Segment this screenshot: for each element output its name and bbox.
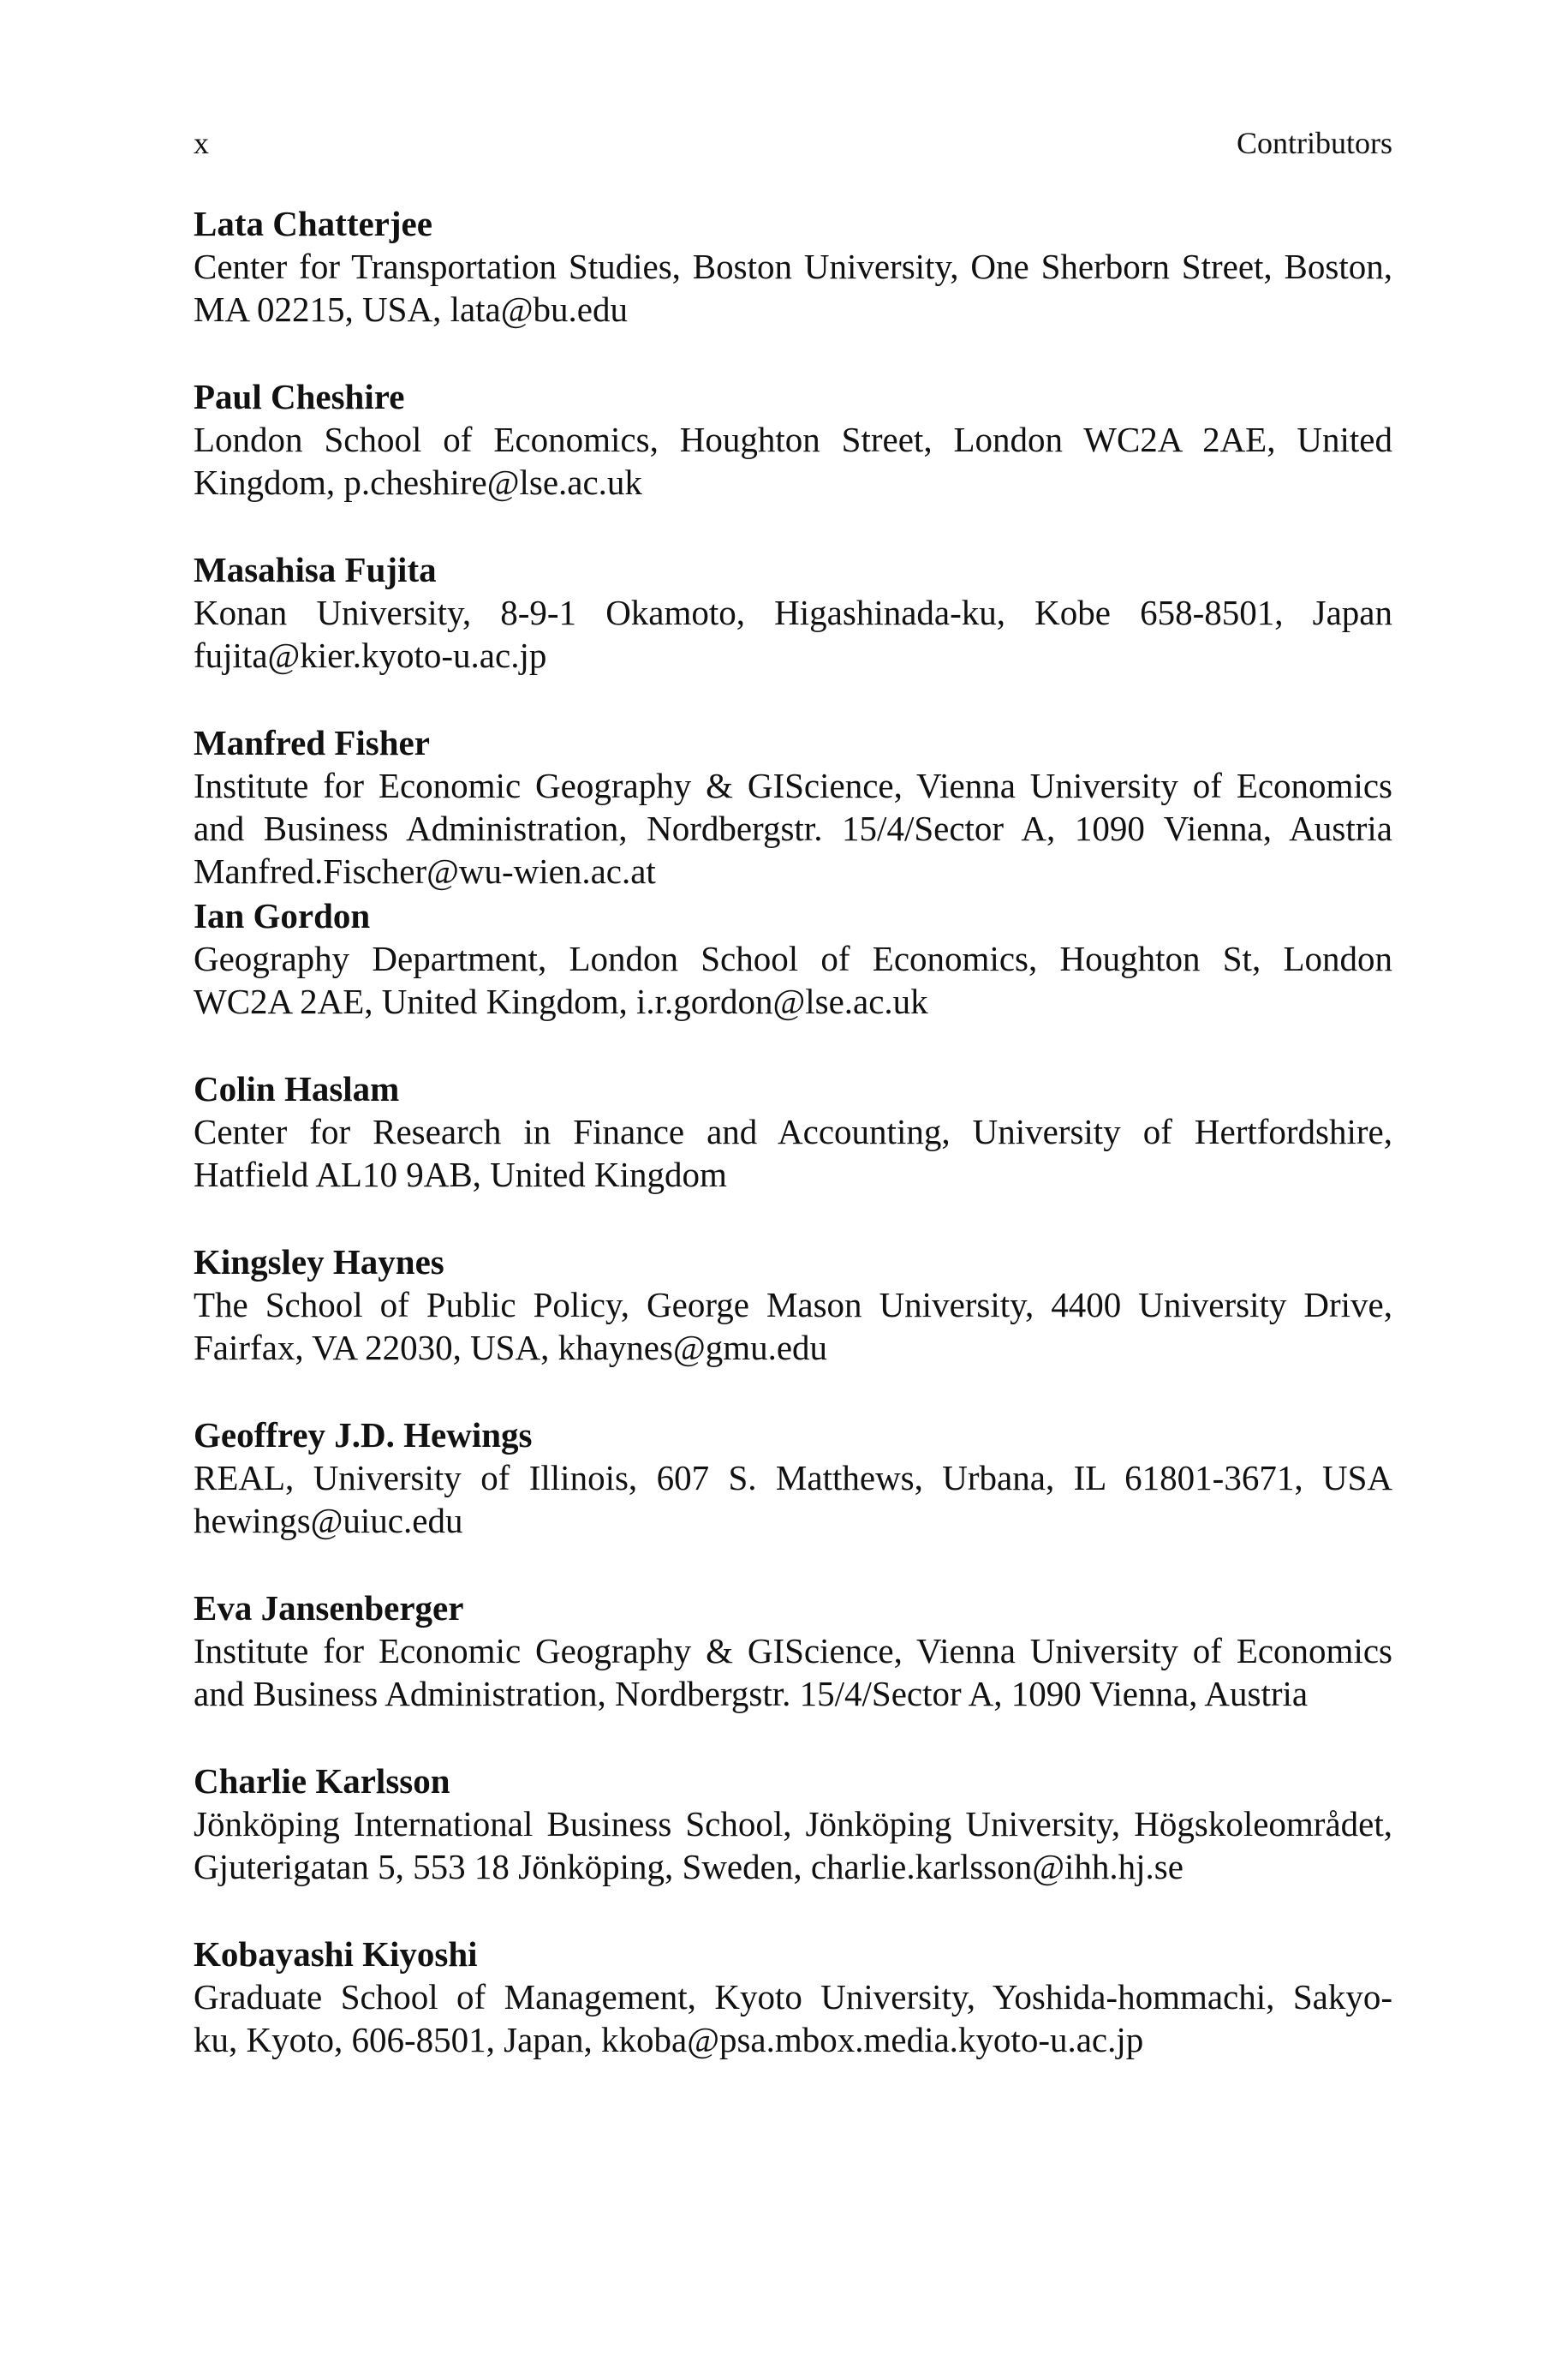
contributor-affiliation [194,1456,1392,1542]
affiliation-line: WC2A 2AE, United Kingdom, i.r.gordon@lse.ac.uk [194,982,928,1021]
contributor-name: Ian Gordon [194,896,371,935]
affiliation-line: Kingdom, p.cheshire@lse.ac.uk [194,463,642,502]
contributor-affiliation [194,245,1392,331]
contributor-affiliation [194,1629,1392,1715]
contributor-name: Kingsley Haynes [194,1242,444,1282]
affiliation-line: Center for Transportation Studies, Boston University, One Sherborn Street, Boston, [194,247,1392,286]
contributor-name: Masahisa Fujita [194,550,437,589]
affiliation-line: Center for Research in Finance and Accounting, University of Hertfordshire, [194,1112,1392,1151]
contributor-entry [194,894,1392,1067]
contributor-affiliation [194,1975,1392,2061]
contributor-entry [194,1240,1392,1413]
affiliation-line: MA 02215, USA, lata@bu.edu [194,290,628,329]
section-title: Contributors [1236,126,1392,160]
page-number: x [194,126,209,160]
affiliation-line: fujita@kier.kyoto-u.ac.jp [194,636,547,675]
contributor-entry [194,202,1392,375]
affiliation-line: ku, Kyoto, 606-8501, Japan, kkoba@psa.mbox.media.kyoto-u.ac.jp [194,2020,1144,2059]
contributor-name: Geoffrey J.D. Hewings [194,1415,533,1455]
affiliation-line: Institute for Economic Geography & GIScience, Vienna University of Economics [194,1631,1392,1670]
contributor-affiliation [194,764,1392,893]
contributor-list [194,202,1392,2106]
affiliation-line: Konan University, 8-9-1 Okamoto, Higashinada-ku, Kobe 658-8501, Japan [194,593,1392,632]
affiliation-line: Graduate School of Management, Kyoto University, Yoshida-hommachi, Sakyo- [194,1977,1392,2017]
contributor-name: Kobayashi Kiyoshi [194,1934,478,1974]
affiliation-line: hewings@uiuc.edu [194,1501,463,1540]
affiliation-line: Institute for Economic Geography & GIScience, Vienna University of Economics [194,766,1392,805]
contributor-entry [194,1067,1392,1240]
contributor-name: Charlie Karlsson [194,1761,450,1801]
contributor-affiliation [194,1802,1392,1888]
contributor-affiliation [194,418,1392,504]
contributor-affiliation [194,937,1392,1023]
contributor-entry [194,1933,1392,2106]
contributor-entry [194,375,1392,548]
contributor-name: Paul Cheshire [194,377,405,416]
contributor-entry [194,1760,1392,1933]
contributor-affiliation [194,1110,1392,1196]
contributor-entry [194,1586,1392,1760]
affiliation-line: London School of Economics, Houghton Street, London WC2A 2AE, United [194,420,1392,459]
contributor-affiliation [194,1283,1392,1369]
affiliation-line: Jönköping International Business School, Jönköping University, Högskoleområdet, [194,1804,1392,1843]
affiliation-line: REAL, University of Illinois, 607 S. Matthews, Urbana, IL 61801-3671, USA [194,1458,1392,1497]
running-head [194,122,1392,164]
contributor-name: Colin Haslam [194,1069,400,1108]
affiliation-line: The School of Public Policy, George Mason University, 4400 University Drive, [194,1285,1392,1324]
contributor-name: Lata Chatterjee [194,204,432,243]
contributor-entry [194,548,1392,721]
affiliation-line: Fairfax, VA 22030, USA, khaynes@gmu.edu [194,1328,828,1367]
affiliation-line: Gjuterigatan 5, 553 18 Jönköping, Sweden, charlie.karlsson@ihh.hj.se [194,1847,1183,1886]
contributor-affiliation [194,591,1392,677]
contributor-entry [194,721,1392,894]
affiliation-line: and Business Administration, Nordbergstr. 15/4/Sector A, 1090 Vienna, Austria [194,809,1392,848]
affiliation-line: Geography Department, London School of Economics, Houghton St, London [194,939,1392,978]
affiliation-line: Hatfield AL10 9AB, United Kingdom [194,1155,727,1194]
affiliation-line: Manfred.Fischer@wu-wien.ac.at [194,851,656,891]
contributor-name: Manfred Fisher [194,723,430,762]
contributor-entry [194,1413,1392,1586]
contributor-name: Eva Jansenberger [194,1588,464,1628]
affiliation-line: and Business Administration, Nordbergstr. 15/4/Sector A, 1090 Vienna, Austria [194,1674,1309,1713]
